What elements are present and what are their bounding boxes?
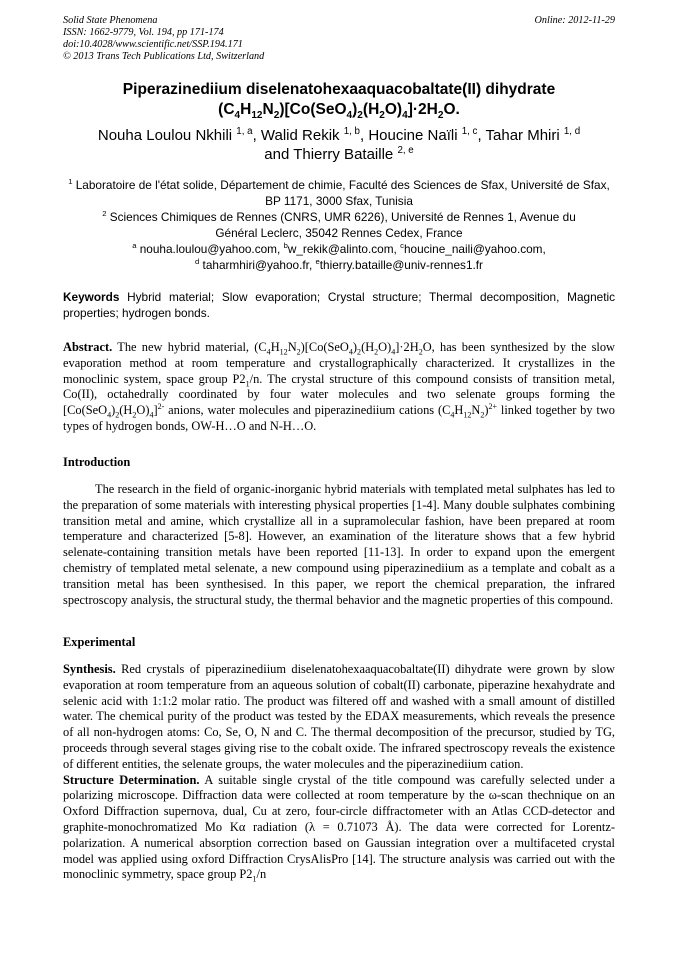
emails: $^a$ nouha.loulou@yahoo.com, $^b$w_rekik@alinto.com, $^c$houcine_naili@yahoo.com, $^d$ taharmhiri@yahoo.fr, $^e$thierry.bataille@univ-rennes1.fr <box>132 241 546 272</box>
author-list: Nouha Loulou Nkhili $^{1, a}$, Walid Rekik $^{1, b}$, Houcine Naïli $^{1, c}$, Tahar Mhiri $^{1, d}$ and Thierry Bataille $^{2, e}$ <box>97 126 581 163</box>
email: taharmhiri@yahoo.fr, <box>202 258 316 272</box>
keywords-label: Keywords <box>63 290 120 304</box>
keywords: Keywords Hybrid material; Slow evaporation; Crystal structure; Thermal decomposition, Magnetic properties; hydrogen bonds. <box>63 290 615 320</box>
structure-paragraph: Structure Determination. A suitable single crystal of the title compound was carefully selected under a polarizing microscope. Diffraction data were collected at room temperature by the ω-scan thechnique on an Oxford Diffraction supernova, dual, Cu at zero, four-circle diffractometer with an Atlas CCD-detector and graphite-monochromatized Mo Kα radiation (λ = 0.71073 Å). The data were corrected for Lorentz-polarization. A numerical absorption correction based on Gaussian integration over a multifaceted crystal model was applied using oxford Diffraction CrysAlisPro [14]. The structure analysis was carried out with the monoclinic symmetry, space group $P2_1/n$ <box>63 772 615 884</box>
email: thierry.bataille@univ-rennes1.fr <box>319 258 483 272</box>
paper-title <box>63 80 615 120</box>
doi-line: doi:10.4028/www.scientific.net/SSP.194.171 <box>63 39 243 50</box>
affiliations <box>63 177 615 273</box>
experimental-heading: Experimental <box>63 635 136 649</box>
email: nouha.loulou@yahoo.com, <box>139 242 284 256</box>
synthesis-paragraph: Synthesis. Red crystals of piperazinediium diselenatohexaaquacobaltate(II) dihydrate were grown by slow evaporation at room temperature from an aqueous solution of cobalt(II) carbonate, piperazine hexahydrate and selenic acid with 1:1:2 molar ratio. The product was filtered off and washed with a small amount of distilled water. The chemical purity of the product was tested by the EDAX measurements, which reveals the presence of all non-hydrogen atoms: Co, Se, O, N and C. The thermal decomposition of the precursor, studied by TG, proceeds through several stages giving rise to the cobalt oxide. The infrared spectroscopy reveals the existence of different entities, the selenate groups, the water molecules and the piperazinediium cation. <box>63 662 615 771</box>
synthesis-label: Synthesis. <box>63 662 116 676</box>
email: houcine_naili@yahoo.com, <box>403 242 546 256</box>
experimental-text <box>63 662 615 883</box>
abstract-label: Abstract. <box>63 340 113 354</box>
copyright-line: © 2013 Trans Tech Publications Ltd, Switzerland <box>63 51 265 62</box>
affiliation-1: $^1$ Laboratoire de l'état solide, Département de chimie, Faculté des Sciences de Sfax, Université de Sfax, BP 1171, 3000 Sfax, Tunisia <box>68 177 610 208</box>
author-name: Walid Rekik <box>260 127 340 144</box>
journal-name: Solid State Phenomena <box>63 15 158 26</box>
journal-header <box>63 15 264 63</box>
issn-line: ISSN: 1662-9779, Vol. 194, pp 171-174 <box>63 27 224 38</box>
introduction-heading: Introduction <box>63 455 131 469</box>
online-date: Online: 2012-11-29 <box>534 15 615 26</box>
title-formula: $(C_4H_{12}N_2)[Co(SeO_4)_2(H_2O)_4]\cdot 2H_2O$. <box>218 101 460 122</box>
title-line-1: Piperazinediium diselenatohexaaquacobaltate(II) dihydrate <box>122 81 556 98</box>
author-name: Nouha Loulou Nkhili <box>97 127 233 144</box>
author-name: Tahar Mhiri <box>485 127 560 144</box>
affiliation-2: $^2$ Sciences Chimiques de Rennes (CNRS, UMR 6226), Université de Rennes 1, Avenue du Général Leclerc, 35042 Rennes Cedex, France <box>102 209 576 240</box>
email: w_rekik@alinto.com, <box>287 242 401 256</box>
author-name: Houcine Naïli <box>368 127 458 144</box>
structure-label: Structure Determination. <box>63 772 200 787</box>
abstract: Abstract. The new hybrid material, $(C_4H_{12}N_2)[Co(SeO_4)_2(H_2O)_4]\cdot 2H_2O$, has been synthesized by the slow evaporation method at room temperature and crystallographically characterized. It crystallizes in the monoclinic system, space group $P2_1/n$. The crystal structure of this compound consists of transition metal, Co(II), octahedrally coordinated by four water molecules and two selenate groups forming the $[Co(SeO_4)_2(H_2O)_4]^{2-}$ anions, water molecules and piperazinediium cations $(C_4H_{12}N_2)^{2+}$ linked together by two types of hydrogen bonds, OW-H…O and N-H…O. <box>63 340 615 433</box>
author-name: and Thierry Bataille <box>264 146 394 163</box>
introduction-text: The research in the field of organic-inorganic hybrid materials with templated metal sulphates has led to the preparation of some materials with interesting physical properties [1-4]. Many double sulphates combining transition metal and amine, which crystallize all in a supramolecular fashion, have been prepared at room temperature and characterized [5-8]. However, an examination of the literature shows that a few hybrid selenate-containing transition metals have been reported [11-13]. In order to expand upon the emergent chemistry of templated metal selenate, a new compound using piperazinediium as a template and cobalt as a transition metal has been synthesised. In this paper, we report the chemical preparation, the infrared spectroscopy analysis, the structural study, the thermal behavior and the magnetic properties of this compound. <box>63 482 615 607</box>
